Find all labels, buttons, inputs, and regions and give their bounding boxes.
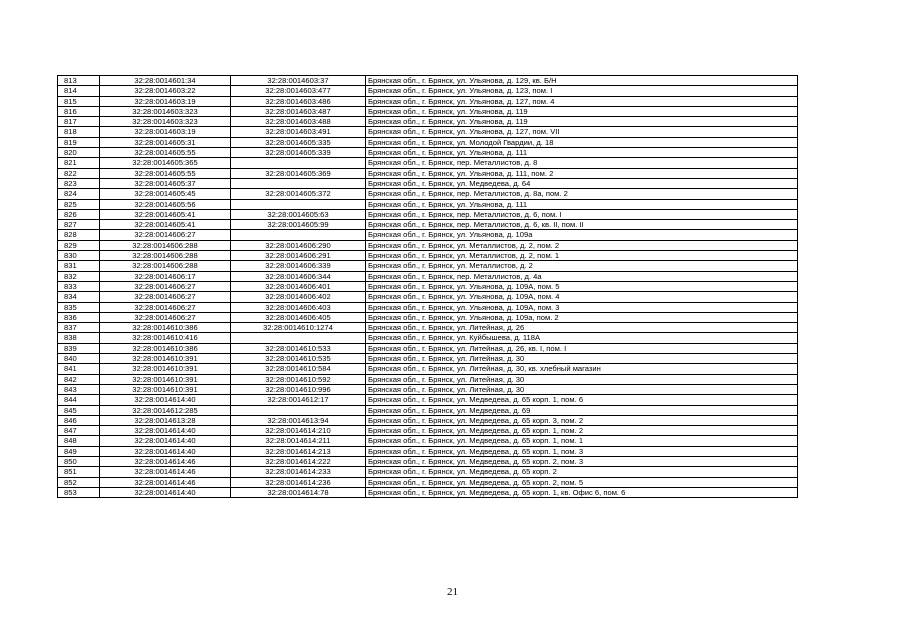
object-number-cell: 32:28:0014605:369: [231, 168, 366, 178]
address-cell: Брянская обл., г. Брянск, ул. Металлистов, д. 2: [366, 261, 798, 271]
parcel-number-cell: 32:28:0014603:323: [100, 117, 231, 127]
row-number-cell: 840: [58, 354, 100, 364]
object-number-cell: 32:28:0014610:996: [231, 384, 366, 394]
parcel-number-cell: 32:28:0014606:27: [100, 281, 231, 291]
address-cell: Брянская обл., г. Брянск, ул. Медведева, д. 65 корп. 3, пом. 2: [366, 415, 798, 425]
parcel-number-cell: 32:28:0014613:28: [100, 415, 231, 425]
parcel-number-cell: 32:28:0014605:37: [100, 178, 231, 188]
table-row: [58, 261, 798, 271]
table-row: [58, 230, 798, 240]
parcel-number-cell: 32:28:0014605:31: [100, 137, 231, 147]
object-number-cell: 32:28:0014606:405: [231, 312, 366, 322]
address-cell: Брянская обл., г. Брянск, ул. Литейная, д. 30: [366, 384, 798, 394]
table-row: [58, 189, 798, 199]
object-number-cell: 32:28:0014606:403: [231, 302, 366, 312]
parcel-number-cell: 32:28:0014614:40: [100, 446, 231, 456]
address-cell: Брянская обл., г. Брянск, ул. Металлистов, д. 2, пом. 1: [366, 251, 798, 261]
row-number-cell: 824: [58, 189, 100, 199]
address-cell: Брянская обл., г. Брянск, ул. Ульянова, д. 111, пом. 2: [366, 168, 798, 178]
row-number-cell: 833: [58, 281, 100, 291]
row-number-cell: 847: [58, 426, 100, 436]
row-number-cell: 826: [58, 209, 100, 219]
parcel-number-cell: 32:28:0014601:34: [100, 76, 231, 86]
table-row: [58, 477, 798, 487]
table-row: [58, 302, 798, 312]
row-number-cell: 816: [58, 106, 100, 116]
address-cell: Брянская обл., г. Брянск, ул. Ульянова, д. 119: [366, 106, 798, 116]
object-number-cell: 32:28:0014606:402: [231, 292, 366, 302]
address-cell: Брянская обл., г. Брянск, ул. Ульянова, д. 109а, пом. 2: [366, 312, 798, 322]
address-cell: Брянская обл., г. Брянск, ул. Ульянова, д. 109А, пом. 4: [366, 292, 798, 302]
parcel-number-cell: 32:28:0014606:27: [100, 312, 231, 322]
row-number-cell: 838: [58, 333, 100, 343]
row-number-cell: 822: [58, 168, 100, 178]
table-row: [58, 86, 798, 96]
address-cell: Брянская обл., г. Брянск, ул. Медведева, д. 65 корп. 1, пом. 6: [366, 395, 798, 405]
object-number-cell: 32:28:0014613:94: [231, 415, 366, 425]
table-row: [58, 426, 798, 436]
parcel-number-cell: 32:28:0014605:41: [100, 220, 231, 230]
object-number-cell: 32:28:0014605:339: [231, 148, 366, 158]
table-row: [58, 271, 798, 281]
object-number-cell: 32:28:0014606:401: [231, 281, 366, 291]
row-number-cell: 829: [58, 240, 100, 250]
row-number-cell: 836: [58, 312, 100, 322]
table-row: [58, 333, 798, 343]
row-number-cell: 852: [58, 477, 100, 487]
address-cell: Брянская обл., г. Брянск, ул. Ульянова, д. 123, пом. I: [366, 86, 798, 96]
table-row: [58, 395, 798, 405]
table-row: [58, 127, 798, 137]
address-cell: Брянская обл., г. Брянск, ул. Металлистов, д. 2, пом. 2: [366, 240, 798, 250]
address-cell: Брянская обл., г. Брянск, ул. Ульянова, д. 129, кв. Б/Н: [366, 76, 798, 86]
object-number-cell: 32:28:0014614:222: [231, 456, 366, 466]
table-row: [58, 137, 798, 147]
address-cell: Брянская обл., г. Брянск, ул. Медведева, д. 65 корп. 1, кв. Офис 6, пом. 6: [366, 487, 798, 497]
address-cell: Брянская обл., г. Брянск, ул. Медведева, д. 65 корп. 1, пом. 1: [366, 436, 798, 446]
parcel-number-cell: 32:28:0014614:40: [100, 436, 231, 446]
row-number-cell: 821: [58, 158, 100, 168]
parcel-number-cell: 32:28:0014610:391: [100, 364, 231, 374]
row-number-cell: 843: [58, 384, 100, 394]
address-cell: Брянская обл., г. Брянск, пер. Металлистов, д. 8а, пом. 2: [366, 189, 798, 199]
row-number-cell: 828: [58, 230, 100, 240]
table-row: [58, 209, 798, 219]
row-number-cell: 846: [58, 415, 100, 425]
address-cell: Брянская обл., г. Брянск, ул. Литейная, д. 30: [366, 374, 798, 384]
object-number-cell: 32:28:0014606:344: [231, 271, 366, 281]
table-row: [58, 168, 798, 178]
row-number-cell: 844: [58, 395, 100, 405]
object-number-cell: 32:28:0014614:211: [231, 436, 366, 446]
address-cell: Брянская обл., г. Брянск, ул. Медведева, д. 69: [366, 405, 798, 415]
object-number-cell: 32:28:0014612:17: [231, 395, 366, 405]
row-number-cell: 841: [58, 364, 100, 374]
table-row: [58, 312, 798, 322]
parcel-number-cell: 32:28:0014606:288: [100, 261, 231, 271]
row-number-cell: 815: [58, 96, 100, 106]
table-row: [58, 281, 798, 291]
address-cell: Брянская обл., г. Брянск, ул. Медведева, д. 65 корп. 2, пом. 5: [366, 477, 798, 487]
table-row: [58, 405, 798, 415]
address-cell: Брянская обл., г. Брянск, ул. Медведева, д. 64: [366, 178, 798, 188]
parcel-number-cell: 32:28:0014610:391: [100, 374, 231, 384]
parcel-number-cell: 32:28:0014603:323: [100, 106, 231, 116]
row-number-cell: 850: [58, 456, 100, 466]
table-row: [58, 158, 798, 168]
table-row: [58, 446, 798, 456]
object-number-cell: 32:28:0014605:335: [231, 137, 366, 147]
object-number-cell: [231, 230, 366, 240]
object-number-cell: 32:28:0014610:533: [231, 343, 366, 353]
table-row: [58, 436, 798, 446]
object-number-cell: 32:28:0014610:535: [231, 354, 366, 364]
row-number-cell: 813: [58, 76, 100, 86]
row-number-cell: 819: [58, 137, 100, 147]
object-number-cell: [231, 333, 366, 343]
parcel-number-cell: 32:28:0014603:19: [100, 127, 231, 137]
parcel-number-cell: 32:28:0014610:391: [100, 384, 231, 394]
table-row: [58, 354, 798, 364]
registry-table-body: [58, 76, 798, 498]
table-row: [58, 292, 798, 302]
object-number-cell: 32:28:0014610:1274: [231, 323, 366, 333]
address-cell: Брянская обл., г. Брянск, ул. Ульянова, д. 111: [366, 199, 798, 209]
parcel-number-cell: 32:28:0014612:285: [100, 405, 231, 415]
row-number-cell: 827: [58, 220, 100, 230]
object-number-cell: 32:28:0014614:236: [231, 477, 366, 487]
address-cell: Брянская обл., г. Брянск, ул. Ульянова, д. 109а: [366, 230, 798, 240]
table-row: [58, 240, 798, 250]
object-number-cell: 32:28:0014603:491: [231, 127, 366, 137]
table-row: [58, 374, 798, 384]
table-row: [58, 117, 798, 127]
object-number-cell: 32:28:0014606:291: [231, 251, 366, 261]
row-number-cell: 851: [58, 467, 100, 477]
parcel-number-cell: 32:28:0014605:55: [100, 148, 231, 158]
table-row: [58, 456, 798, 466]
object-number-cell: 32:28:0014606:290: [231, 240, 366, 250]
row-number-cell: 853: [58, 487, 100, 497]
row-number-cell: 839: [58, 343, 100, 353]
address-cell: Брянская обл., г. Брянск, ул. Ульянова, д. 127, пом. 4: [366, 96, 798, 106]
parcel-number-cell: 32:28:0014603:22: [100, 86, 231, 96]
address-cell: Брянская обл., г. Брянск, ул. Литейная, д. 26, кв. I, пом. I: [366, 343, 798, 353]
address-cell: Брянская обл., г. Брянск, ул. Ульянова, д. 119: [366, 117, 798, 127]
row-number-cell: 832: [58, 271, 100, 281]
address-cell: Брянская обл., г. Брянск, ул. Медведева, д. 65 корп. 2, пом. 3: [366, 456, 798, 466]
table-row: [58, 199, 798, 209]
address-cell: Брянская обл., г. Брянск, пер. Металлистов, д. 4а: [366, 271, 798, 281]
row-number-cell: 814: [58, 86, 100, 96]
parcel-number-cell: 32:28:0014605:56: [100, 199, 231, 209]
object-number-cell: 32:28:0014606:339: [231, 261, 366, 271]
parcel-number-cell: 32:28:0014605:55: [100, 168, 231, 178]
row-number-cell: 818: [58, 127, 100, 137]
object-number-cell: 32:28:0014605:63: [231, 209, 366, 219]
table-row: [58, 384, 798, 394]
address-cell: Брянская обл., г. Брянск, ул. Литейная, д. 30, кв. хлебный магазин: [366, 364, 798, 374]
address-cell: Брянская обл., г. Брянск, пер. Металлистов, д. 6, кв. II, пом. II: [366, 220, 798, 230]
table-row: [58, 96, 798, 106]
parcel-number-cell: 32:28:0014603:19: [100, 96, 231, 106]
row-number-cell: 823: [58, 178, 100, 188]
object-number-cell: 32:28:0014614:210: [231, 426, 366, 436]
object-number-cell: 32:28:0014614:233: [231, 467, 366, 477]
object-number-cell: [231, 178, 366, 188]
table-row: [58, 487, 798, 497]
row-number-cell: 842: [58, 374, 100, 384]
parcel-number-cell: 32:28:0014614:46: [100, 467, 231, 477]
registry-table: [57, 75, 798, 498]
row-number-cell: 849: [58, 446, 100, 456]
object-number-cell: 32:28:0014603:488: [231, 117, 366, 127]
object-number-cell: [231, 405, 366, 415]
table-row: [58, 467, 798, 477]
row-number-cell: 835: [58, 302, 100, 312]
parcel-number-cell: 32:28:0014610:391: [100, 354, 231, 364]
table-row: [58, 76, 798, 86]
object-number-cell: 32:28:0014603:487: [231, 106, 366, 116]
object-number-cell: [231, 199, 366, 209]
parcel-number-cell: 32:28:0014614:40: [100, 426, 231, 436]
object-number-cell: 32:28:0014610:592: [231, 374, 366, 384]
address-cell: Брянская обл., г. Брянск, ул. Молодой Гвардии, д. 18: [366, 137, 798, 147]
table-row: [58, 220, 798, 230]
table-row: [58, 364, 798, 374]
address-cell: Брянская обл., г. Брянск, пер. Металлистов, д. 8: [366, 158, 798, 168]
row-number-cell: 825: [58, 199, 100, 209]
row-number-cell: 848: [58, 436, 100, 446]
row-number-cell: 831: [58, 261, 100, 271]
parcel-number-cell: 32:28:0014606:27: [100, 292, 231, 302]
table-row: [58, 106, 798, 116]
address-cell: Брянская обл., г. Брянск, ул. Куйбышева, д. 118А: [366, 333, 798, 343]
table-row: [58, 343, 798, 353]
parcel-number-cell: 32:28:0014614:40: [100, 395, 231, 405]
parcel-number-cell: 32:28:0014606:27: [100, 230, 231, 240]
parcel-number-cell: 32:28:0014605:41: [100, 209, 231, 219]
parcel-number-cell: 32:28:0014605:45: [100, 189, 231, 199]
parcel-number-cell: 32:28:0014610:386: [100, 343, 231, 353]
object-number-cell: 32:28:0014603:486: [231, 96, 366, 106]
parcel-number-cell: 32:28:0014606:27: [100, 302, 231, 312]
parcel-number-cell: 32:28:0014606:17: [100, 271, 231, 281]
address-cell: Брянская обл., г. Брянск, ул. Медведева, д. 65 корп. 2: [366, 467, 798, 477]
parcel-number-cell: 32:28:0014610:416: [100, 333, 231, 343]
table-row: [58, 251, 798, 261]
address-cell: Брянская обл., г. Брянск, пер. Металлистов, д. 6, пом. I: [366, 209, 798, 219]
parcel-number-cell: 32:28:0014606:288: [100, 251, 231, 261]
row-number-cell: 830: [58, 251, 100, 261]
address-cell: Брянская обл., г. Брянск, ул. Ульянова, д. 111: [366, 148, 798, 158]
object-number-cell: 32:28:0014605:99: [231, 220, 366, 230]
object-number-cell: 32:28:0014614:213: [231, 446, 366, 456]
parcel-number-cell: 32:28:0014614:46: [100, 477, 231, 487]
parcel-number-cell: 32:28:0014614:40: [100, 487, 231, 497]
parcel-number-cell: 32:28:0014606:288: [100, 240, 231, 250]
parcel-number-cell: 32:28:0014614:46: [100, 456, 231, 466]
table-row: [58, 415, 798, 425]
row-number-cell: 837: [58, 323, 100, 333]
table-row: [58, 148, 798, 158]
object-number-cell: 32:28:0014605:372: [231, 189, 366, 199]
object-number-cell: [231, 158, 366, 168]
row-number-cell: 820: [58, 148, 100, 158]
page-number: 21: [447, 586, 458, 598]
row-number-cell: 834: [58, 292, 100, 302]
address-cell: Брянская обл., г. Брянск, ул. Медведева, д. 65 корп. 1, пом. 2: [366, 426, 798, 436]
address-cell: Брянская обл., г. Брянск, ул. Ульянова, д. 109А, пом. 3: [366, 302, 798, 312]
address-cell: Брянская обл., г. Брянск, ул. Ульянова, д. 127, пом. VII: [366, 127, 798, 137]
row-number-cell: 817: [58, 117, 100, 127]
row-number-cell: 845: [58, 405, 100, 415]
table-row: [58, 323, 798, 333]
address-cell: Брянская обл., г. Брянск, ул. Литейная, д. 30: [366, 354, 798, 364]
parcel-number-cell: 32:28:0014610:386: [100, 323, 231, 333]
parcel-number-cell: 32:28:0014605:365: [100, 158, 231, 168]
address-cell: Брянская обл., г. Брянск, ул. Литейная, д. 26: [366, 323, 798, 333]
table-row: [58, 178, 798, 188]
object-number-cell: 32:28:0014603:37: [231, 76, 366, 86]
address-cell: Брянская обл., г. Брянск, ул. Ульянова, д. 109А, пом. 5: [366, 281, 798, 291]
object-number-cell: 32:28:0014603:477: [231, 86, 366, 96]
object-number-cell: 32:28:0014610:584: [231, 364, 366, 374]
address-cell: Брянская обл., г. Брянск, ул. Медведева, д. 65 корп. 1, пом. 3: [366, 446, 798, 456]
object-number-cell: 32:28:0014614:78: [231, 487, 366, 497]
